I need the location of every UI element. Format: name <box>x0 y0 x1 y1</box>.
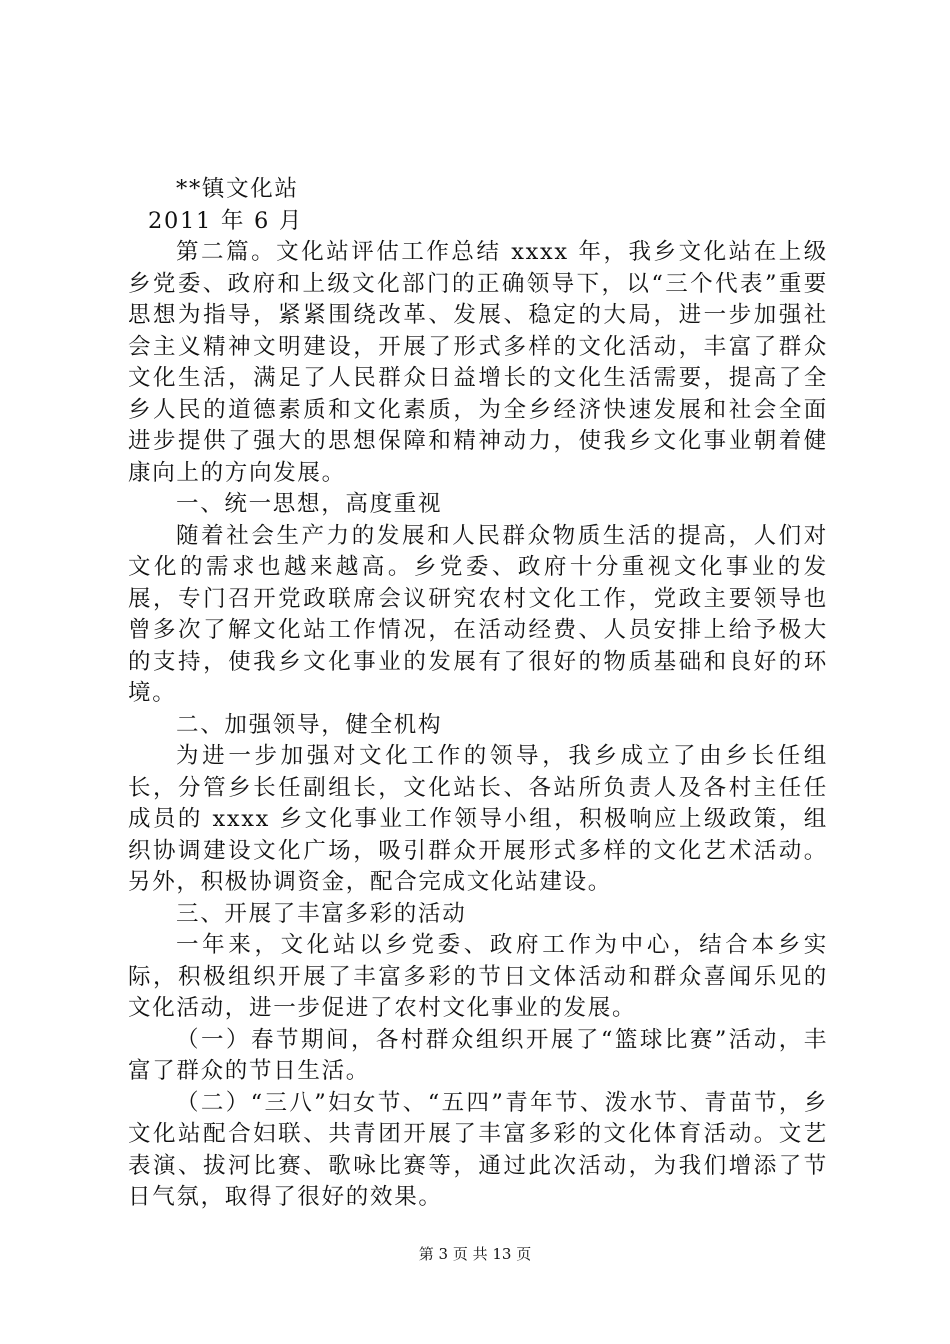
paragraph-section-3: 一年来，文化站以乡党委、政府工作为中心，结合本乡实际，积极组织开展了丰富多彩的节日文体活动和群众喜闻乐见的文化活动，进一步促进了农村文化事业的发展。 <box>128 932 828 1021</box>
section-heading-3: 三、开展了丰富多彩的活动 <box>176 900 467 927</box>
signature-date: 2011 年 6 月 <box>148 207 304 234</box>
paragraph-section-1: 随着社会生产力的发展和人民群众物质生活的提高，人们对文化的需求也越来越高。乡党委、政府十分重视文化事业的发展，专门召开党政联席会议研究农村文化工作，党政主要领导也曾多次了解文化站工作情况，在活动经费、人员安排上给予极大的支持，使我乡文化事业的发展有了很好的物质基础和良好的环境。 <box>128 522 828 706</box>
page-number-footer: 第 3 页 共 13 页 <box>418 1245 532 1263</box>
section-heading-1: 一、统一思想，高度重视 <box>176 491 443 517</box>
paragraph-item-2: （二）“三八”妇女节、“五四”青年节、泼水节、青苗节，乡文化站配合妇联、共青团开展了丰富多彩的文化体育活动。文艺表演、拔河比赛、歌咏比赛等，通过此次活动，为我们增添了节日气氛，取得了很好的效果。 <box>128 1089 828 1210</box>
document-body <box>128 174 828 1214</box>
paragraph-intro: 第二篇。文化站评估工作总结 xxxx 年，我乡文化站在上级乡党委、政府和上级文化部门的正确领导下，以“三个代表”重要思想为指导，紧紧围绕改革、发展、稳定的大局，进一步加强社会主义精神文明建设，开展了形式多样的文化活动，丰富了群众文化生活，满足了人民群众日益增长的文化生活需要，提高了全乡人民的道德素质和文化素质，为全乡经济快速发展和社会全面进步提供了强大的思想保障和精神动力，使我乡文化事业朝着健康向上的方向发展。 <box>128 239 828 486</box>
section-heading-2: 二、加强领导，健全机构 <box>176 711 443 738</box>
paragraph-item-1: （一）春节期间，各村群众组织开展了“篮球比赛”活动，丰富了群众的节日生活。 <box>128 1026 828 1084</box>
paragraph-section-2: 为进一步加强对文化工作的领导，我乡成立了由乡长任组长，分管乡长任副组长，文化站长、各站所负责人及各村主任任成员的 xxxx 乡文化事业工作领导小组，积极响应上级政策，组织协调建设文化广场，吸引群众开展形式多样的文化艺术活动。另外，积极协调资金，配合完成文化站建设。 <box>128 743 828 895</box>
signature-organization: **镇文化站 <box>176 176 299 202</box>
